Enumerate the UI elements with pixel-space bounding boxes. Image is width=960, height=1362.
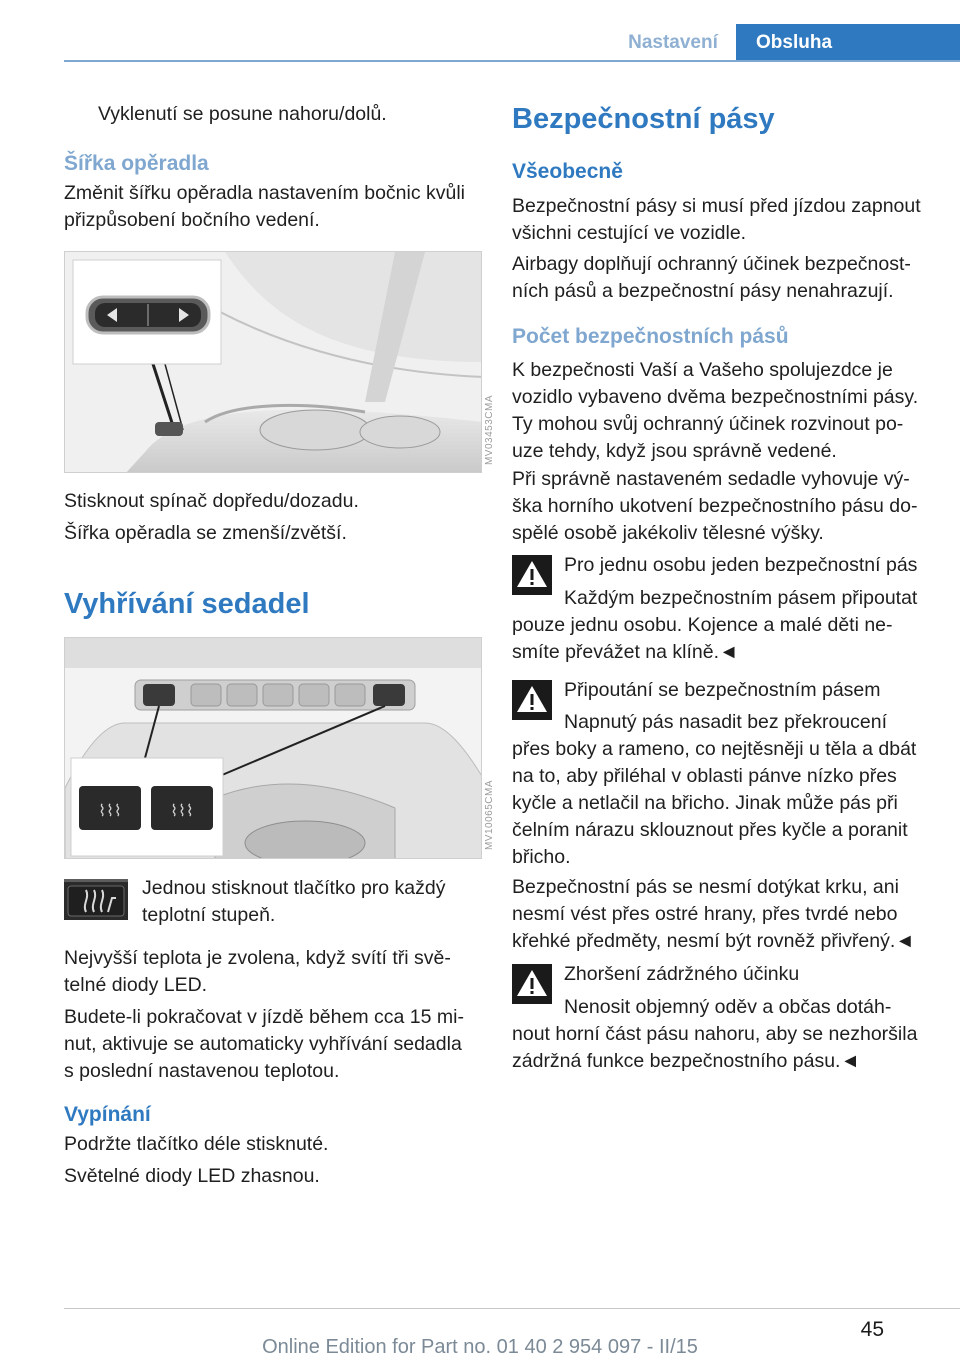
warning-2-line-1: Napnutý pás nasadit bez překroucení bbox=[564, 711, 888, 733]
svg-text:⌇⌇⌇: ⌇⌇⌇ bbox=[98, 801, 122, 820]
warning-2-line-5: čelním nárazu sklouznout přes kyčle a poranit bbox=[512, 819, 908, 841]
neck-line-1: Bezpečnostní pás se nesmí dotýkat krku, ani bbox=[512, 876, 899, 898]
figure-seat-heating-buttons bbox=[64, 637, 482, 859]
heading-seat-belts: Bezpečnostní pásy bbox=[512, 103, 775, 135]
heading-switch-off: Vypínání bbox=[64, 1103, 151, 1126]
highest-line-2: telné diody LED. bbox=[64, 974, 208, 996]
warning-3-line-2: nout horní část pásu nahoru, aby se nezhoršila bbox=[512, 1023, 918, 1045]
tab-nastaveni[interactable]: Nastavení bbox=[628, 32, 718, 53]
general-line-1: Bezpečnostní pásy si musí před jízdou zapnout bbox=[512, 195, 921, 217]
width-line-1: Změnit šířku opěradla nastavením bočnic kvůli bbox=[64, 182, 466, 204]
neck-line-3: křehké předměty, nesmí být rovněž přivřený.◄ bbox=[512, 930, 915, 952]
warning-icon bbox=[512, 964, 552, 1004]
intro-text: Vyklenutí se posune nahoru/dolů. bbox=[98, 103, 387, 125]
warning-3-line-3: zádržná funkce bezpečnostního pásu.◄ bbox=[512, 1050, 860, 1072]
footer-edition: Online Edition for Part no. 01 40 2 954 097 - II/15 bbox=[262, 1336, 698, 1358]
heading-general: Všeobecně bbox=[512, 160, 623, 183]
neck-line-2: nesmí vést přes ostré hrany, přes tvrdé nebo bbox=[512, 903, 898, 925]
warning-2-line-4: kyčle a netlačil na břicho. Jinak může pás při bbox=[512, 792, 898, 814]
height-line-3: spělé osobě jakékoliv tělesné výšky. bbox=[512, 522, 824, 544]
count-line-1: K bezpečnosti Vaší a Vašeho spolujezdce je bbox=[512, 359, 893, 381]
general-line-2: všichni cestující ve vozidle. bbox=[512, 222, 747, 244]
warning-2-line-2: přes boky a rameno, co nejtěsněji u těla a dbát bbox=[512, 738, 917, 760]
figure-code-2: MV10065CMA bbox=[484, 780, 495, 851]
warning-icon bbox=[512, 555, 552, 595]
warning-1-line-2: pouze jednu osobu. Kojence a malé děti ne‐ bbox=[512, 614, 893, 636]
heading-seat-heating: Vyhřívání sedadel bbox=[64, 588, 310, 620]
count-line-4: uze tehdy, když jsou správně vedené. bbox=[512, 440, 837, 462]
page-number: 45 bbox=[860, 1318, 884, 1341]
width-line-2: přizpůsobení bočního vedení. bbox=[64, 209, 320, 231]
airbag-line-2: ních pásů a bezpečnostní pásy nenahrazují. bbox=[512, 280, 894, 302]
warning-icon bbox=[512, 680, 552, 720]
warning-2-line-6: břicho. bbox=[512, 846, 571, 868]
highest-line-1: Nejvyšší teplota je zvolena, když svítí tři svě‐ bbox=[64, 947, 451, 969]
figure-seat-width-switch bbox=[64, 251, 482, 473]
footer-divider bbox=[64, 1308, 960, 1309]
press-line: Stisknout spínač dopředu/dozadu. bbox=[64, 490, 359, 512]
height-line-1: Při správně nastaveném sedadle vyhovuje vý‐ bbox=[512, 468, 910, 490]
press-once-line-2: teplotní stupeň. bbox=[142, 904, 276, 926]
seat-heating-button-icon bbox=[64, 879, 128, 920]
warning-3-line-1: Nenosit objemný oděv a občas dotáh‐ bbox=[564, 996, 892, 1018]
svg-text:⌇⌇⌇: ⌇⌇⌇ bbox=[170, 801, 194, 820]
off-line-1: Podržte tlačítko déle stisknuté. bbox=[64, 1133, 329, 1155]
header-divider bbox=[64, 60, 960, 62]
heading-backrest-width: Šířka opěradla bbox=[64, 152, 209, 175]
airbag-line-1: Airbagy doplňují ochranný účinek bezpečnost‐ bbox=[512, 253, 911, 275]
heading-belt-count: Počet bezpečnostních pásů bbox=[512, 325, 789, 348]
warning-1-line-1: Každým bezpečnostním pásem připoutat bbox=[564, 587, 918, 609]
warning-3-title: Zhoršení zádržného účinku bbox=[564, 963, 800, 985]
count-line-2: vozidlo vybaveno dvěma bezpečnostními pásy. bbox=[512, 386, 919, 408]
press-once-line-1: Jednou stisknout tlačítko pro každý bbox=[142, 877, 446, 899]
count-line-3: Ty mohou svůj ochranný účinek rozvinout po‐ bbox=[512, 413, 904, 435]
warning-1-line-3: smíte převážet na klíně.◄ bbox=[512, 641, 739, 663]
heat-waves-icon bbox=[64, 882, 128, 920]
warning-1-title: Pro jednu osobu jeden bezpečnostní pás bbox=[564, 554, 918, 576]
height-line-2: ška horního ukotvení bezpečnostního pásu do‐ bbox=[512, 495, 918, 517]
continue-line-1: Budete-li pokračovat v jízdě během cca 15 mi‐ bbox=[64, 1006, 464, 1028]
tab-obsluha[interactable]: Obsluha bbox=[736, 24, 960, 62]
off-line-2: Světelné diody LED zhasnou. bbox=[64, 1165, 320, 1187]
shrink-line: Šířka opěradla se zmenší/zvětší. bbox=[64, 522, 347, 544]
warning-2-line-3: na to, aby přiléhal v oblasti pánve nízko přes bbox=[512, 765, 897, 787]
continue-line-3: s poslední nastavenou teplotou. bbox=[64, 1060, 340, 1082]
console-illustration bbox=[65, 638, 482, 859]
seat-illustration bbox=[65, 252, 482, 473]
continue-line-2: nut, aktivuje se automaticky vyhřívání sedadla bbox=[64, 1033, 462, 1055]
figure-code-1: MV03453CMA bbox=[484, 395, 495, 466]
warning-2-title: Připoutání se bezpečnostním pásem bbox=[564, 679, 881, 701]
